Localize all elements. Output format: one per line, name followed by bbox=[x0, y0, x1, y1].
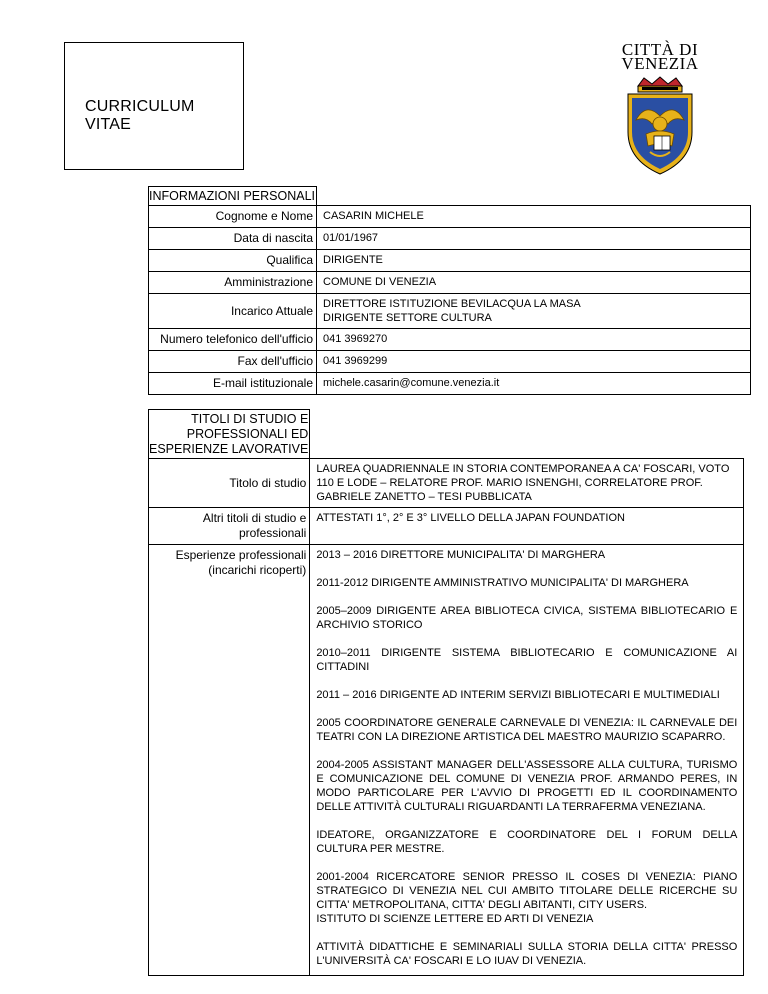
list-item: 2005 COORDINATORE GENERALE CARNEVALE DI VENEZIA: IL CARNEVALE DEI TEATRI CON LA DIREZIONE ARTISTICA DEL MAESTRO MAURIZIO SCAPARRO. bbox=[316, 717, 738, 743]
row-label: Amministrazione bbox=[149, 272, 317, 294]
table-row bbox=[149, 545, 744, 976]
row-value: 041 3969270 bbox=[317, 329, 751, 351]
education-experience-table bbox=[148, 409, 744, 976]
table-row bbox=[149, 508, 744, 545]
row-value: michele.casarin@comune.venezia.it bbox=[317, 373, 751, 395]
table-row bbox=[149, 206, 751, 228]
degree-label: Titolo di studio bbox=[149, 459, 310, 508]
label-line: professionali bbox=[238, 526, 307, 540]
list-item: ATTIVITÀ DIDATTICHE E SEMINARIALI SULLA STORIA DELLA CITTA' PRESSO L'UNIVERSITÀ CA' FOSCARI E LO IUAV DI VENEZIA. bbox=[316, 941, 738, 967]
cv-title: CURRICULUM VITAE bbox=[85, 98, 195, 133]
experience-label bbox=[149, 545, 310, 976]
city-logo bbox=[618, 40, 702, 174]
row-value: COMUNE DI VENEZIA bbox=[317, 272, 751, 294]
table-row bbox=[149, 351, 751, 373]
row-value-line: DIRETTORE ISTITUZIONE BEVILACQUA LA MASA bbox=[323, 298, 581, 310]
row-label: Fax dell'ufficio bbox=[149, 351, 317, 373]
row-label: Cognome e Nome bbox=[149, 206, 317, 228]
personal-info-table bbox=[148, 186, 751, 395]
section-title-line: TITOLI DI STUDIO E bbox=[191, 412, 309, 426]
table-row bbox=[149, 228, 751, 250]
row-label: Incarico Attuale bbox=[149, 294, 317, 329]
logo-line-2: VENEZIA bbox=[621, 54, 699, 73]
row-value: 01/01/1967 bbox=[317, 228, 751, 250]
list-item: 2010–2011 DIRIGENTE SISTEMA BIBLIOTECARIO E COMUNICAZIONE AI CITTADINI bbox=[316, 647, 738, 673]
table-row bbox=[149, 272, 751, 294]
logo-line-1: CITTÀ DI bbox=[621, 40, 699, 59]
section-title-line: PROFESSIONALI ED bbox=[186, 427, 309, 441]
row-value bbox=[317, 294, 751, 329]
list-item: 2005–2009 DIRIGENTE AREA BIBLIOTECA CIVICA, SISTEMA BIBLIOTECARIO E ARCHIVIO STORICO bbox=[316, 605, 738, 631]
table-row bbox=[149, 373, 751, 395]
experience-list bbox=[310, 545, 744, 976]
other-titles-value: ATTESTATI 1°, 2° E 3° LIVELLO DELLA JAPAN FOUNDATION bbox=[310, 508, 744, 545]
list-item: IDEATORE, ORGANIZZATORE E COORDINATORE DEL I FORUM DELLA CULTURA PER MESTRE. bbox=[316, 829, 738, 855]
cv-title-box bbox=[64, 42, 244, 170]
row-value-line: DIRIGENTE SETTORE CULTURA bbox=[323, 312, 492, 324]
row-label: Qualifica bbox=[149, 250, 317, 272]
list-item: 2011 – 2016 DIRIGENTE AD INTERIM SERVIZI BIBLIOTECARI E MULTIMEDIALI bbox=[316, 689, 720, 701]
row-label: Data di nascita bbox=[149, 228, 317, 250]
row-label: E-mail istituzionale bbox=[149, 373, 317, 395]
table-row bbox=[149, 294, 751, 329]
label-line: (incarichi ricoperti) bbox=[208, 563, 307, 577]
table-row bbox=[149, 459, 744, 508]
degree-value: LAUREA QUADRIENNALE IN STORIA CONTEMPORANEA A CA' FOSCARI, VOTO 110 E LODE – RELATORE PROF. MARIO ISNENGHI, CORRELATORE PROF. GABRIELE ZANETTO – TESI PUBBLICATA bbox=[310, 459, 744, 508]
list-item: 2001-2004 RICERCATORE SENIOR PRESSO IL COSES DI VENEZIA: PIANO STRATEGICO DI VENEZIA NEL CUI AMBITO TITOLARE DELLE RICERCHE SU CITTA' METROPOLITANA, CITTA' DEGLI ABITANTI, CITY USERS. bbox=[316, 871, 738, 911]
list-item: ISTITUTO DI SCIENZE LETTERE ED ARTI DI VENEZIA bbox=[316, 913, 594, 925]
list-item: 2004-2005 ASSISTANT MANAGER DELL'ASSESSORE ALLA CULTURA, TURISMO E COMUNICAZIONE DEL COMUNE DI VENEZIA PROF. ARMANDO PERES, IN MODO PARTICOLARE PER L'AVVIO DI PROGETTI ED IL COORDINAMENTO DELLE ATTIVITÀ CULTURALI RIGUARDANTI LA TERRAFERMA VENEZIANA. bbox=[316, 759, 738, 813]
education-section-title bbox=[149, 410, 310, 459]
other-titles-label bbox=[149, 508, 310, 545]
table-row bbox=[149, 329, 751, 351]
row-value: CASARIN MICHELE bbox=[317, 206, 751, 228]
venice-coat-of-arms-icon bbox=[624, 76, 696, 176]
personal-section-title: INFORMAZIONI PERSONALI bbox=[149, 187, 317, 206]
label-line: Altri titoli di studio e bbox=[202, 511, 307, 525]
list-item: 2013 – 2016 DIRETTORE MUNICIPALITA' DI MARGHERA bbox=[316, 549, 606, 561]
label-line: Esperienze professionali bbox=[175, 548, 307, 562]
row-label: Numero telefonico dell'ufficio bbox=[149, 329, 317, 351]
row-value: DIRIGENTE bbox=[317, 250, 751, 272]
list-item: 2011-2012 DIRIGENTE AMMINISTRATIVO MUNICIPALITA' DI MARGHERA bbox=[316, 577, 689, 589]
section-title-line: ESPERIENZE LAVORATIVE bbox=[149, 442, 309, 456]
row-value: 041 3969299 bbox=[317, 351, 751, 373]
table-row bbox=[149, 250, 751, 272]
